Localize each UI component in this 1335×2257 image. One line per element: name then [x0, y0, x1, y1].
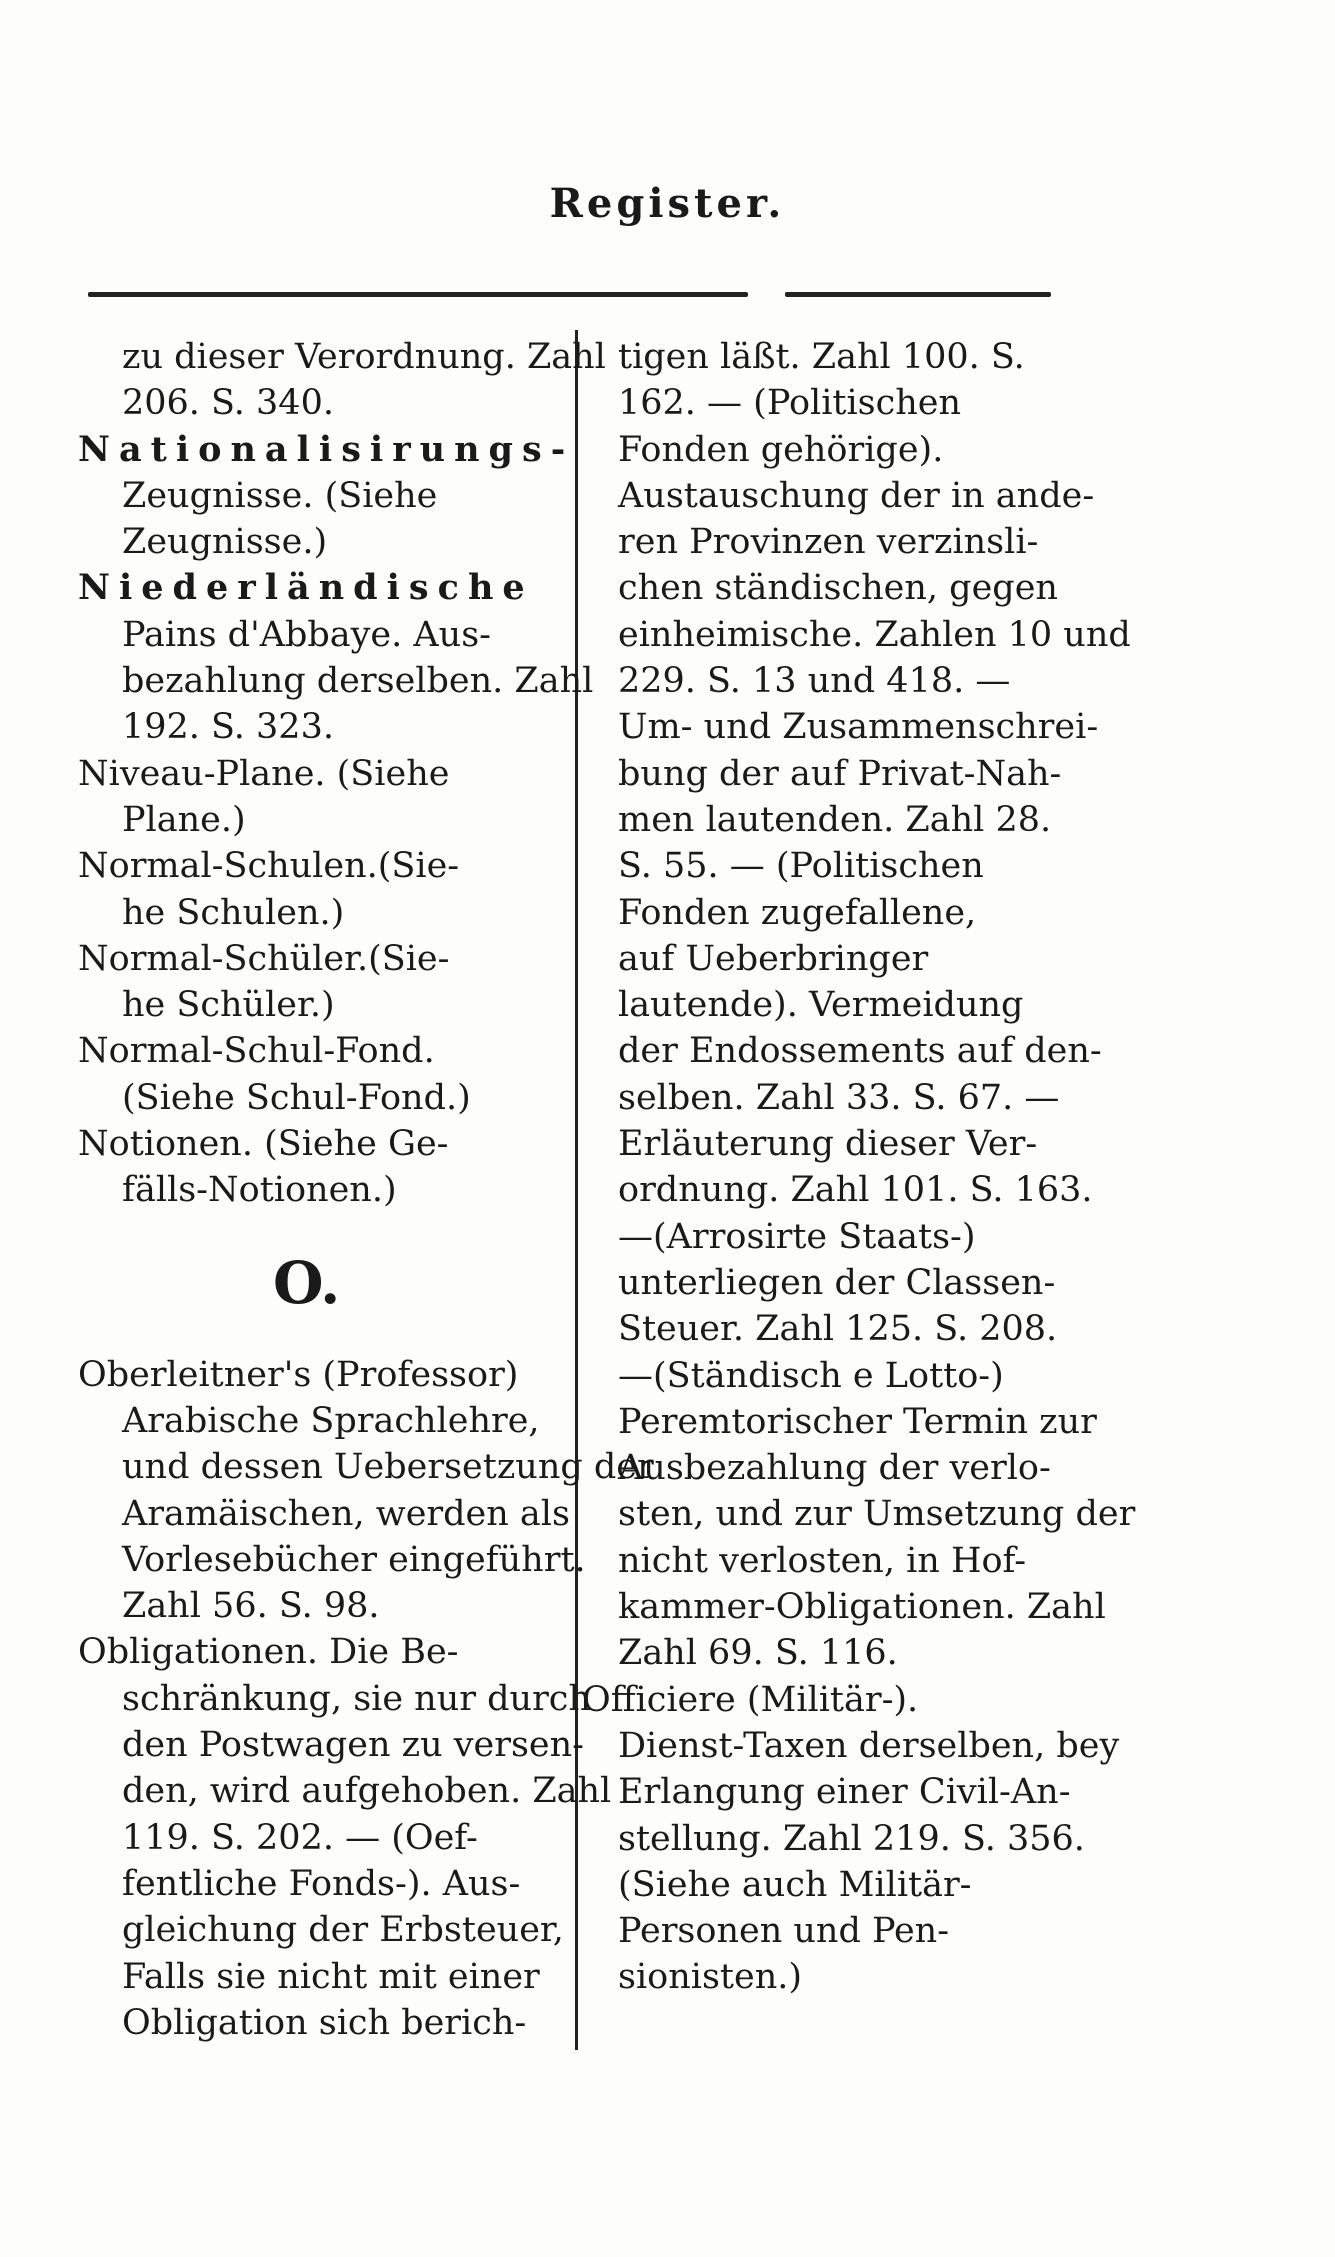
index-line: selben. Zahl 33. S. 67. —	[618, 1077, 1060, 1118]
index-line: zu dieser Verordnung. Zahl	[122, 337, 606, 377]
index-line: —(Ständisch e Lotto-)	[618, 1355, 1004, 1396]
index-entry-head: Normal-Schulen.(Sie-	[78, 846, 460, 887]
section-letter: O.	[273, 1248, 341, 1317]
index-line: gleichung der Erbsteuer,	[122, 1910, 564, 1951]
index-entry-head: Oberleitner's (Professor)	[78, 1354, 519, 1395]
index-line: den Postwagen zu versen-	[122, 1725, 584, 1766]
index-line: Vorlesebücher eingeführt.	[122, 1539, 586, 1580]
index-line: S. 55. — (Politischen	[618, 846, 984, 887]
index-line: Fonden gehörige).	[618, 429, 944, 470]
index-line: Zahl 69. S. 116.	[618, 1633, 898, 1674]
index-line: —(Arrosirte Staats-)	[618, 1216, 976, 1257]
index-line: sionisten.)	[618, 1957, 803, 1998]
index-line: Obligation sich berich-	[122, 2002, 527, 2043]
index-entry-head: Obligationen. Die Be-	[78, 1632, 459, 1673]
index-line: ren Provinzen verzinsli-	[618, 522, 1039, 563]
index-line: Plane.)	[122, 799, 246, 840]
index-line: nicht verlosten, in Hof-	[618, 1540, 1027, 1581]
index-line: Personen und Pen-	[618, 1911, 950, 1952]
index-line: Zeugnisse.)	[122, 522, 328, 563]
index-line: Erläuterung dieser Ver-	[618, 1124, 1038, 1165]
index-line: Pains d'Abbaye. Aus-	[122, 614, 491, 655]
index-line: he Schulen.)	[122, 892, 345, 933]
index-line: ordnung. Zahl 101. S. 163.	[618, 1170, 1093, 1211]
index-entry-head: Officiere (Militär-).	[582, 1679, 919, 1720]
index-line: bung der auf Privat-Nah-	[618, 753, 1062, 794]
index-line: Dienst-Taxen derselben, bey	[618, 1725, 1120, 1766]
index-line: fentliche Fonds-). Aus-	[122, 1863, 521, 1904]
index-line: Falls sie nicht mit einer	[122, 1956, 540, 1997]
index-line: sten, und zur Umsetzung der	[618, 1494, 1136, 1535]
page-header: Register.	[549, 180, 786, 227]
index-line: (Siehe auch Militär-	[618, 1864, 972, 1905]
index-line: Fonden zugefallene,	[618, 892, 977, 933]
index-line: Aramäischen, werden als	[122, 1493, 570, 1534]
index-entry-head: Niveau-Plane. (Siehe	[78, 753, 450, 794]
index-line: Erlangung einer Civil-An-	[618, 1772, 1071, 1813]
index-line: 162. — (Politischen	[618, 383, 962, 424]
index-entry-head: Normal-Schul-Fond.	[78, 1031, 435, 1072]
index-line: 119. S. 202. — (Oef-	[122, 1817, 478, 1858]
index-line: auf Ueberbringer	[618, 938, 929, 979]
right-column	[582, 334, 1136, 2001]
index-line: 206. S. 340.	[122, 383, 334, 424]
index-line: stellung. Zahl 219. S. 356.	[618, 1818, 1085, 1859]
index-line: lautende). Vermeidung	[618, 985, 1024, 1026]
index-entry-head: Niederländische	[78, 567, 534, 609]
index-line: und dessen Uebersetzung der	[122, 1447, 654, 1488]
index-line: Peremtorischer Termin zur	[618, 1401, 1097, 1442]
index-line: men lautenden. Zahl 28.	[618, 799, 1052, 840]
left-column	[78, 334, 654, 2046]
index-line: Austauschung der in ande-	[618, 475, 1095, 516]
index-line: den, wird aufgehoben. Zahl	[122, 1771, 612, 1812]
index-line: einheimische. Zahlen 10 und	[618, 614, 1131, 655]
index-line: Um- und Zusammenschrei-	[618, 707, 1099, 748]
index-line: 192. S. 323.	[122, 707, 334, 748]
index-line: schränkung, sie nur durch	[122, 1678, 591, 1719]
index-line: Arabische Sprachlehre,	[122, 1400, 540, 1441]
index-line: chen ständischen, gegen	[618, 568, 1058, 609]
index-line: der Endossements auf den-	[618, 1031, 1102, 1072]
index-line: Zahl 56. S. 98.	[122, 1586, 380, 1627]
index-line: Ausbezahlung der verlo-	[618, 1448, 1051, 1489]
index-line: unterliegen der Classen-	[618, 1262, 1056, 1303]
index-line: he Schüler.)	[122, 985, 335, 1026]
index-entry-head: Normal-Schüler.(Sie-	[78, 938, 450, 979]
index-line: bezahlung derselben. Zahl	[122, 661, 594, 702]
index-line: 229. S. 13 und 418. —	[618, 661, 1011, 702]
header-rule-right	[785, 292, 1051, 297]
index-line: Steuer. Zahl 125. S. 208.	[618, 1309, 1058, 1350]
index-line: fälls-Notionen.)	[122, 1170, 397, 1211]
index-line: Zeugnisse. (Siehe	[122, 475, 438, 516]
index-line: kammer-Obligationen. Zahl	[618, 1587, 1106, 1628]
index-line: tigen läßt. Zahl 100. S.	[618, 337, 1025, 377]
index-entry-head: Notionen. (Siehe Ge-	[78, 1124, 449, 1165]
index-line: (Siehe Schul-Fond.)	[122, 1077, 471, 1118]
index-entry-head: Nationalisirungs-	[78, 428, 575, 470]
header-rule-left	[88, 292, 748, 297]
